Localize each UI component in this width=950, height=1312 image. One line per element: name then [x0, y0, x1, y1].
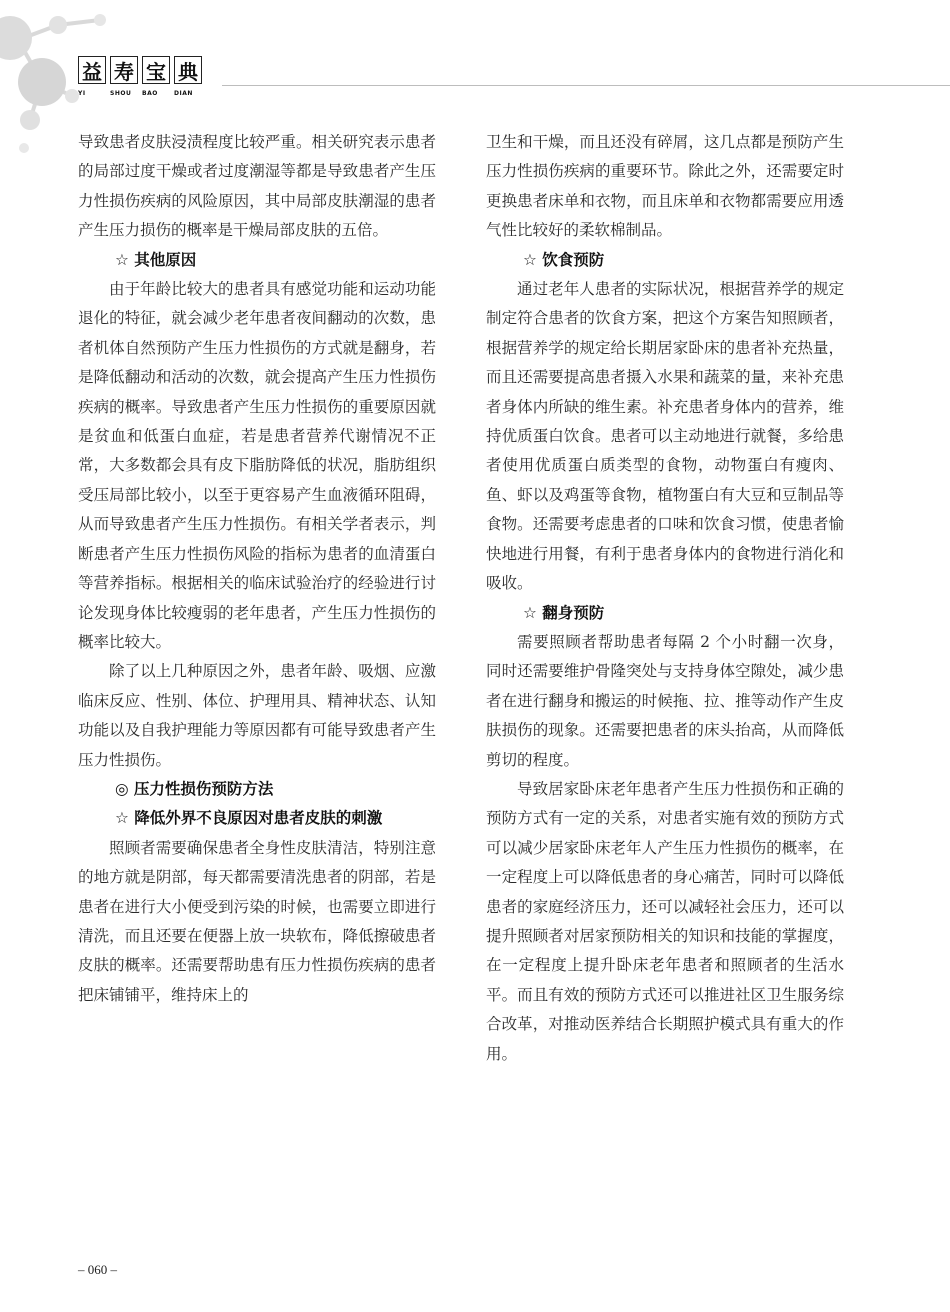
heading-turning-prevention: ☆ 翻身预防	[523, 603, 605, 622]
heading-reduce-irritation: ☆ 降低外界不良原因对患者皮肤的刺激	[115, 809, 383, 828]
paragraph: 需要照顾者帮助患者每隔 2 个小时翻一次身，同时还需要维护骨隆突处与支持身体空隙处，减少患者在进行翻身和搬运的时候拖、拉、推等动作产生皮肤损伤的现象。还需要把患者的床头抬高，从而降低剪切的程度。	[486, 632, 844, 769]
paragraph: 导致居家卧床老年患者产生压力性损伤和正确的预防方式有一定的关系，对患者实施有效的预防方式可以减少居家卧床老年人产生压力性损伤的概率，在一定程度上可以降低患者的身心痛苦，同时可以降低患者的家庭经济压力，还可以减轻社会压力，还可以提升照顾者对居家预防相关的知识和技能的掌握度，在一定程度上提升卧床老年患者和照顾者的生活水平。而且有效的预防方式还可以推进社区卫生服务综合改革，对推动医养结合长期照护模式具有重大的作用。	[486, 779, 844, 1063]
page-number: – 060 –	[78, 1262, 117, 1277]
masthead-char: 典	[174, 56, 202, 84]
masthead-char: 寿	[110, 56, 138, 84]
header-rule	[222, 85, 950, 86]
heading-diet-prevention: ☆ 饮食预防	[523, 250, 605, 269]
masthead-pinyin: BAO	[142, 90, 158, 97]
masthead-pinyin: YI	[78, 90, 86, 97]
paragraph: 由于年龄比较大的患者具有感觉功能和运动功能退化的特征，就会减少老年患者夜间翻动的次数，患者机体自然预防产生压力性损伤的方式就是翻身，若是降低翻动和活动的次数，就会提高产生压力性损伤疾病的概率。导致患者产生压力性损伤的重要原因就是贫血和低蛋白血症，若是患者营养代谢情况不正常，大多数都会具有皮下脂肪降低的状况，脂肪组织受压局部比较小，以至于更容易产生血液循环阻碍，从而导致患者产生压力性损伤。有相关学者表示，判断患者产生压力性损伤风险的指标为患者的血清蛋白等营养指标。根据相关的临床试验治疗的经验进行讨论发现身体比较瘦弱的老年患者，产生压力性损伤的概率比较大。	[78, 280, 436, 651]
masthead-pinyin: DIAN	[174, 90, 193, 97]
paragraph: 通过老年人患者的实际状况，根据营养学的规定制定符合患者的饮食方案，把这个方案告知照顾者，根据营养学的规定给长期居家卧床的患者补充热量，而且还需要提高患者摄入水果和蔬菜的量，来补充患者身体内所缺的维生素。补充患者身体内的营养，维持优质蛋白饮食。患者可以主动地进行就餐，多给患者使用优质蛋白质类型的食物，动物蛋白有瘦肉、鱼、虾以及鸡蛋等食物，植物蛋白有大豆和豆制品等食物。还需要考虑患者的口味和饮食习惯，使患者愉快地进行用餐，有利于患者身体内的食物进行消化和吸收。	[486, 280, 844, 593]
paragraph: 导致患者皮肤浸渍程度比较严重。相关研究表示患者的局部过度干燥或者过度潮湿等都是导致患者产生压力性损伤疾病的风险原因，其中局部皮肤潮湿的患者产生压力损伤的概率是干燥局部皮肤的五倍。	[78, 133, 436, 240]
paragraph: 照顾者需要确保患者全身性皮肤清洁，特别注意的地方就是阴部，每天都需要清洗患者的阴部，若是患者在进行大小便受到污染的时候，也需要立即进行清洗，而且还要在便器上放一块软布，降低擦破患者皮肤的概率。还需要帮助患有压力性损伤疾病的患者把床铺铺平，维持床上的	[78, 838, 436, 1004]
paragraph: 卫生和干燥，而且还没有碎屑，这几点都是预防产生压力性损伤疾病的重要环节。除此之外，还需要定时更换患者床单和衣物，而且床单和衣物都需要应用透气性比较好的柔软棉制品。	[486, 133, 844, 240]
left-column	[78, 128, 436, 1010]
masthead-logo	[78, 56, 206, 97]
paragraph: 除了以上几种原因之外，患者年龄、吸烟、应激临床反应、性别、体位、护理用具、精神状态、认知功能以及自我护理能力等原因都有可能导致患者产生压力性损伤。	[78, 662, 436, 769]
heading-other-causes: ☆ 其他原因	[115, 250, 197, 269]
masthead-pinyin: SHOU	[110, 90, 132, 97]
masthead-char: 益	[78, 56, 106, 84]
right-column	[486, 128, 844, 1069]
masthead-char: 宝	[142, 56, 170, 84]
heading-prevention-methods: ◎ 压力性损伤预防方法	[115, 779, 274, 798]
